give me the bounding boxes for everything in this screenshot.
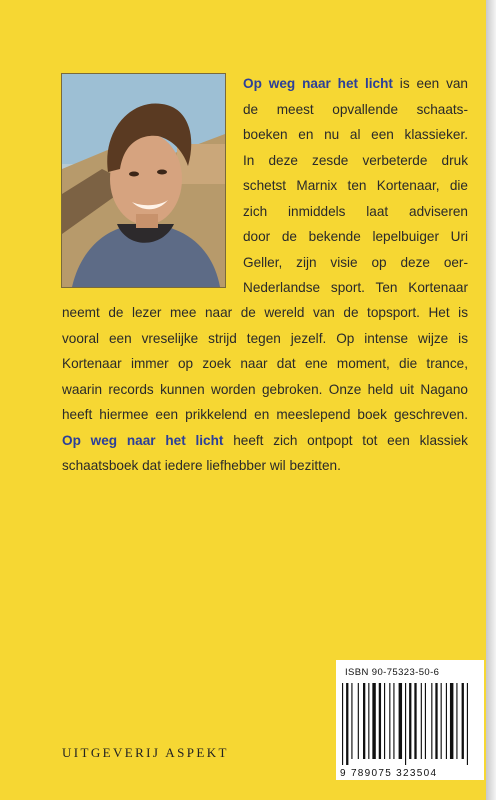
blurb-top [243, 71, 468, 301]
isbn-label: ISBN 90-75323-50-6 [345, 667, 440, 678]
blurb-line: boeken en nu al een klassieker. [243, 127, 468, 142]
book-title-inline: Op weg naar het licht [62, 432, 224, 448]
ean-number: 9 789075 323504 [340, 768, 438, 779]
blurb-line: schetst Marnix ten Kortenaar, die [243, 178, 468, 193]
blurb-line: zich inmiddels laat adviseren [243, 203, 468, 219]
blurb-line: neemt de lezer mee naar de wereld van de topsport. Het is [62, 305, 468, 320]
blurb-line: door de bekende lepelbuiger Uri [243, 229, 468, 244]
barcode-icon [338, 683, 482, 765]
blurb-line: vooral een vreselijke strijd tegen jezelf. Op intense wijze is [62, 330, 468, 346]
book-title-inline: Op weg naar het licht [243, 76, 393, 91]
blurb-line: de meest opvallende schaats- [243, 101, 468, 117]
blurb-line: schaatsboek dat iedere liefhebber wil bezitten. [62, 458, 341, 473]
author-photo [61, 73, 226, 288]
blurb-line: Op weg naar het licht is een van [243, 76, 468, 91]
blurb-line: waarin records kunnen worden gebroken. Onze held uit Nagano [62, 381, 468, 397]
blurb-line: In deze zesde verbeterde druk [243, 152, 468, 168]
blurb-line: Geller, zijn visie op deze oer- [243, 254, 468, 270]
blurb-line: Op weg naar het licht heeft zich ontpopt tot een klassiek [62, 432, 468, 448]
blurb-line: Nederlandse sport. Ten Kortenaar [243, 280, 468, 295]
publisher-name: UITGEVERIJ ASPEKT [62, 745, 229, 760]
blurb-line: Kortenaar immer op zoek naar dat ene moment, die trance, [62, 356, 468, 371]
page-edge-shadow [486, 0, 496, 800]
blurb-line: heeft hiermee een prikkelend en meeslepend boek geschreven. [62, 407, 468, 422]
blurb-bottom [62, 300, 468, 479]
